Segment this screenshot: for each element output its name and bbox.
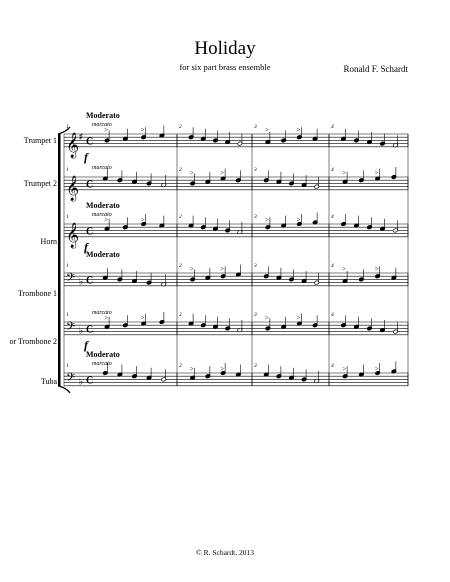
composer-name: Ronald F. Schardt	[343, 64, 408, 74]
instrument-label: Horn	[40, 237, 57, 246]
measure-number: 2	[179, 312, 182, 318]
accent-mark: >	[264, 216, 269, 224]
instrument-label: Tuba	[40, 377, 57, 386]
measure-number: 1	[66, 124, 69, 130]
measure-number: 4	[331, 214, 334, 220]
accent-mark: >	[264, 314, 269, 322]
measure-number: 3	[254, 312, 257, 318]
tempo-marking: Moderato	[86, 250, 120, 259]
copyright-footer: © R. Schardt, 2013	[196, 548, 254, 557]
measure-number: 4	[331, 363, 334, 369]
accent-mark: >	[342, 365, 347, 373]
flat-sign: ♭	[79, 276, 84, 287]
treble-clef: 𝄞	[66, 131, 80, 157]
instrument-label: Trombone 1	[17, 289, 57, 298]
accent-mark: >	[140, 126, 145, 134]
flat-sign: ♭	[79, 376, 84, 387]
time-signature: C	[86, 179, 94, 191]
measure-number: 3	[254, 167, 257, 173]
articulation-text: marcato	[92, 361, 112, 367]
accent-mark: >	[296, 126, 301, 134]
time-signature: C	[86, 375, 94, 387]
accent-mark: >	[140, 216, 145, 224]
accent-mark: >	[189, 265, 194, 273]
measure-number: 1	[66, 263, 69, 269]
measure-number: 1	[66, 214, 69, 220]
accent-mark: >	[220, 265, 225, 273]
accent-mark: >	[189, 365, 194, 373]
accent-mark: >	[296, 314, 301, 322]
measure-number: 4	[331, 167, 334, 173]
accent-mark: >	[342, 265, 347, 273]
measure-number: 3	[254, 263, 257, 269]
sharp-sign: ♯	[79, 132, 83, 142]
time-signature: C	[86, 136, 94, 148]
accent-mark: >	[220, 365, 225, 373]
measure-number: 3	[254, 363, 257, 369]
measure-number: 2	[179, 263, 182, 269]
bass-clef: 𝄢	[66, 372, 76, 388]
accent-mark: >	[374, 365, 379, 373]
treble-clef: 𝄞	[66, 174, 80, 200]
treble-clef: 𝄞	[66, 221, 80, 247]
piece-subtitle: for six part brass ensemble	[179, 62, 271, 72]
system-bracket	[58, 134, 61, 386]
measure-number: 4	[331, 263, 334, 269]
measure-number: 4	[331, 312, 334, 318]
articulation-text: marcato	[92, 212, 112, 218]
measure-number: 2	[179, 214, 182, 220]
articulation-text: marcato	[92, 310, 112, 316]
accent-mark: >	[104, 216, 109, 224]
dynamic-marking: f	[84, 149, 88, 164]
measure-number: 3	[254, 214, 257, 220]
bass-clef: 𝄢	[66, 272, 76, 288]
flat-sign: ♭	[79, 325, 84, 336]
articulation-text: marcato	[92, 122, 112, 128]
articulation-text: marcato	[92, 165, 112, 171]
dynamic-marking: f	[84, 337, 88, 352]
measure-number: 3	[254, 124, 257, 130]
measure-number: 2	[179, 124, 182, 130]
accent-mark: >	[342, 169, 347, 177]
piece-title: Holiday	[194, 38, 256, 59]
bass-clef: 𝄢	[66, 321, 76, 337]
accent-mark: >	[220, 169, 225, 177]
tempo-marking: Moderato	[86, 201, 120, 210]
measure-number: 1	[66, 167, 69, 173]
measure-number: 2	[179, 167, 182, 173]
instrument-label: Trumpet 2	[23, 179, 57, 188]
accent-mark: >	[140, 314, 145, 322]
accent-mark: >	[374, 169, 379, 177]
time-signature: C	[86, 226, 94, 238]
accent-mark: >	[189, 169, 194, 177]
accent-mark: >	[264, 126, 269, 134]
time-signature: C	[86, 275, 94, 287]
accent-mark: >	[296, 216, 301, 224]
dynamic-marking: f	[84, 239, 88, 254]
tempo-marking: Moderato	[86, 350, 120, 359]
instrument-label: Trumpet 1	[23, 136, 57, 145]
measure-number: 1	[66, 312, 69, 318]
measure-number: 1	[66, 363, 69, 369]
time-signature: C	[86, 324, 94, 336]
accent-mark: >	[104, 126, 109, 134]
measure-number: 4	[331, 124, 334, 130]
instrument-label: or Trombone 2	[9, 337, 57, 346]
accent-mark: >	[104, 314, 109, 322]
measure-number: 2	[179, 363, 182, 369]
accent-mark: >	[374, 265, 379, 273]
tempo-marking: Moderato	[86, 111, 120, 120]
